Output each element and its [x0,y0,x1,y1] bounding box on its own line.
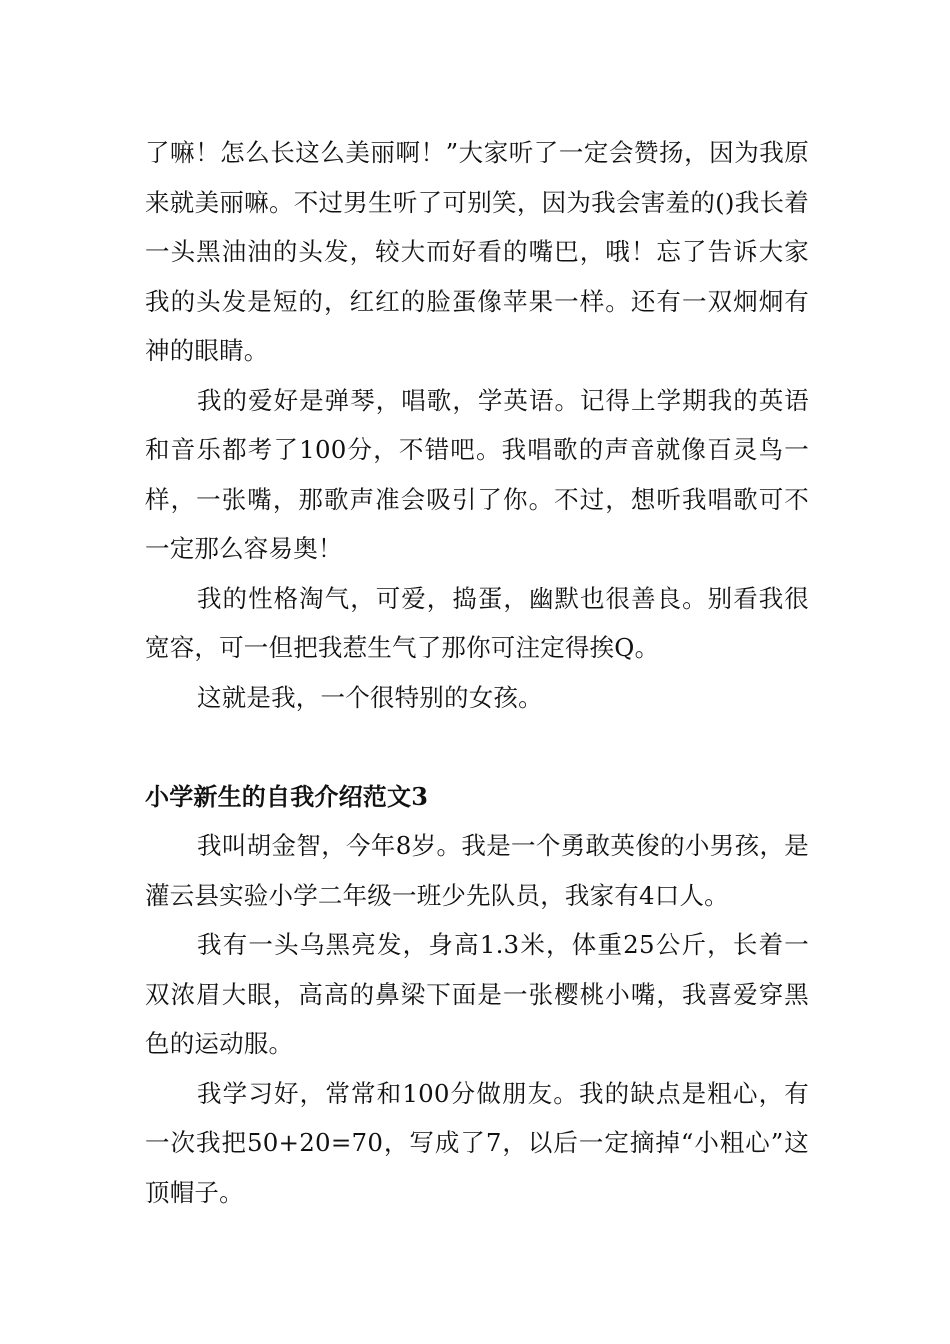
paragraph-appearance: 了嘛！怎么长这么美丽啊！”大家听了一定会赞扬，因为我原来就美丽嘛。不过男生听了可别笑，因为我会害羞的()我长着一头黑油油的头发，较大而好看的嘴巴，哦！忘了告诉大家我的头发是短的，红红的脸蛋像苹果一样。还有一双炯炯有神的眼睛。 [145,138,809,365]
paragraph-intro: 我叫胡金智，今年8岁。我是一个勇敢英俊的小男孩，是灌云县实验小学二年级一班少先队员，我家有4口人。 [145,831,809,910]
paragraph-looks: 我有一头乌黑亮发，身高1.3米，体重25公斤，长着一双浓眉大眼，高高的鼻梁下面是一张樱桃小嘴，我喜爱穿黑色的运动服。 [145,930,809,1058]
paragraph-closing: 这就是我，一个很特别的女孩。 [197,682,543,712]
paragraph-study: 我学习好，常常和100分做朋友。我的缺点是粗心，有一次我把50+20=70，写成了7，以后一定摘掉“小粗心”这顶帽子。 [145,1078,809,1207]
section-spacer [145,722,809,772]
paragraph-hobbies: 我的爱好是弹琴，唱歌，学英语。记得上学期我的英语和音乐都考了100分，不错吧。我唱歌的声音就像百灵鸟一样，一张嘴，那歌声准会吸引了你。不过，想听我唱歌可不一定那么容易奥！ [145,385,809,563]
paragraph-personality: 我的性格淘气，可爱，捣蛋，幽默也很善良。别看我很宽容，可一但把我惹生气了那你可注定得挨Q。 [145,583,809,662]
document-page [145,128,809,1217]
section-heading: 小学新生的自我介绍范文3 [145,781,429,811]
